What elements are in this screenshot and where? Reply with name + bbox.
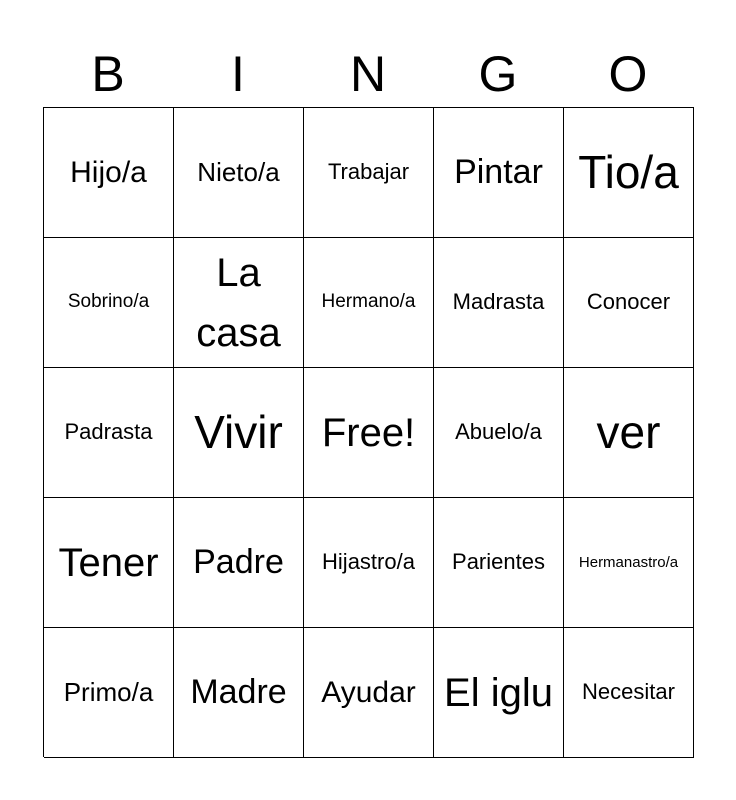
bingo-cell[interactable]: Vivir bbox=[174, 368, 304, 498]
bingo-cell[interactable]: Nieto/a bbox=[174, 108, 304, 238]
bingo-cell[interactable]: Hijo/a bbox=[44, 108, 174, 238]
bingo-cell[interactable]: Tio/a bbox=[564, 108, 694, 238]
bingo-cell[interactable]: Madre bbox=[174, 628, 304, 758]
bingo-cell[interactable]: Hermanastro/a bbox=[564, 498, 694, 628]
bingo-cell[interactable]: Primo/a bbox=[44, 628, 174, 758]
bingo-board bbox=[43, 107, 694, 757]
bingo-cell[interactable]: Hijastro/a bbox=[304, 498, 434, 628]
bingo-cell[interactable]: La casa bbox=[174, 238, 304, 368]
header-letter-o: O bbox=[608, 46, 648, 102]
header-letter-n: N bbox=[349, 46, 387, 102]
bingo-cell[interactable]: Tener bbox=[44, 498, 174, 628]
bingo-cell[interactable]: Sobrino/a bbox=[44, 238, 174, 368]
bingo-cell[interactable]: El iglu bbox=[434, 628, 564, 758]
bingo-cell[interactable]: Pintar bbox=[434, 108, 564, 238]
header-letter-b: B bbox=[91, 46, 125, 102]
bingo-header bbox=[43, 40, 693, 108]
bingo-cell[interactable]: Conocer bbox=[564, 238, 694, 368]
bingo-cell[interactable]: Necesitar bbox=[564, 628, 694, 758]
bingo-free-space[interactable]: Free! bbox=[304, 368, 434, 498]
bingo-cell[interactable]: Parientes bbox=[434, 498, 564, 628]
header-letter-g: G bbox=[478, 46, 518, 102]
bingo-cell[interactable]: Hermano/a bbox=[304, 238, 434, 368]
bingo-cell[interactable]: Trabajar bbox=[304, 108, 434, 238]
bingo-cell[interactable]: Padrasta bbox=[44, 368, 174, 498]
bingo-cell[interactable]: Abuelo/a bbox=[434, 368, 564, 498]
bingo-cell[interactable]: Padre bbox=[174, 498, 304, 628]
bingo-cell[interactable]: Ayudar bbox=[304, 628, 434, 758]
header-letter-i: I bbox=[231, 46, 245, 102]
bingo-cell[interactable]: ver bbox=[564, 368, 694, 498]
bingo-cell[interactable]: Madrasta bbox=[434, 238, 564, 368]
